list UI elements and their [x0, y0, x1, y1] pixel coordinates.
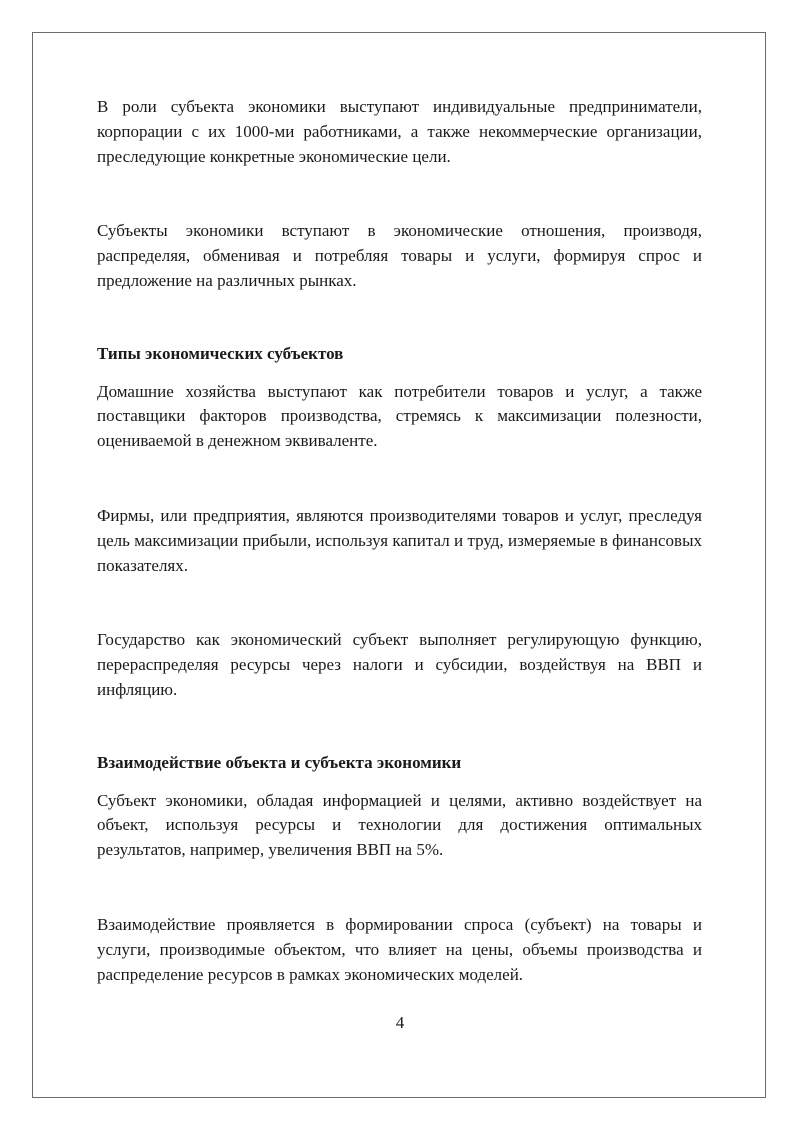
paragraph-subject-influence: Субъект экономики, обладая информацией и целями, активно воздействует на объект, используя ресурсы и технологии для достижения оптимальных результатов, например, увеличения ВВП на 5%. — [97, 790, 702, 860]
heading-spacer — [97, 776, 702, 789]
paragraph-spacer — [97, 578, 702, 628]
paragraph-firms: Фирмы, или предприятия, являются производителями товаров и услуг, преследуя цель максимизации прибыли, используя капитал и труд, измеряемые в финансовых показателях. — [97, 505, 702, 575]
paragraph-spacer — [97, 454, 702, 504]
paragraph-state: Государство как экономический субъект выполняет регулирующую функцию, перераспределяя ресурсы через налоги и субсидии, воздействуя на ВВП и инфляцию. — [97, 630, 702, 699]
section-heading-interaction: Взаимодействие объекта и субъекта экономики — [97, 752, 462, 772]
paragraph-spacer — [97, 169, 702, 219]
paragraph-households: Домашние хозяйства выступают как потребители товаров и услуг, а также поставщики факторов производства, стремясь к максимизации полезности, оцениваемой в денежном эквиваленте. — [97, 381, 702, 451]
page-number: 4 — [395, 1013, 405, 1032]
heading-spacer — [97, 294, 702, 342]
paragraph-spacer — [97, 863, 702, 913]
heading-spacer — [97, 367, 702, 380]
document-body — [97, 95, 702, 987]
heading-spacer — [97, 703, 702, 751]
paragraph-intro-2: Субъекты экономики вступают в экономические отношения, производя, распределяя, обменивая и потребляя товары и услуги, формируя спрос и предложение на различных рынках. — [97, 221, 702, 290]
section-heading-types: Типы экономических субъектов — [97, 343, 344, 363]
paragraph-demand-interaction: Взаимодействие проявляется в формировании спроса (субъект) на товары и услуги, производимые объектом, что влияет на цены, объемы производства и распределение ресурсов в рамках экономических моделей. — [97, 914, 702, 984]
paragraph-intro-1: В роли субъекта экономики выступают индивидуальные предприниматели, корпорации с их 1000-ми работниками, а также некоммерческие организации, преследующие конкретные экономические цели. — [97, 97, 702, 166]
